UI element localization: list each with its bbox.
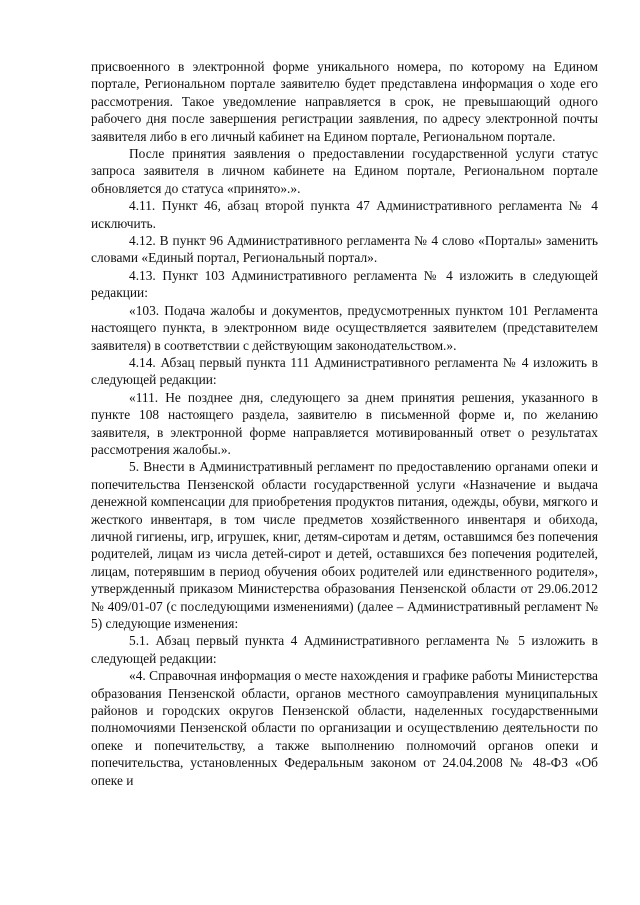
paragraph-item-4: «4. Справочная информация о месте нахождения и графике работы Министерства образования Пензенской области, органов местного самоуправления муниципальных районов и городских округов Пензенской области, наделенных государственными полномочиями Пензенской области по организации и осуществлению деятельности по опеке и попечительству, а также выполнению полномочий органов опеки и попечительства, установленных Федеральным законом от 24.04.2008 № 48-ФЗ «Об опеке и (91, 668, 598, 788)
paragraph-5-1: 5.1. Абзац первый пункта 4 Административного регламента № 5 изложить в следующей редакции: (91, 633, 598, 666)
paragraph-item-103: «103. Подача жалобы и документов, предусмотренных пунктом 101 Регламента настоящего пункта, в электронном виде осуществляется заявителем (представителем заявителя) в соответствии с действующим законодательством.». (91, 302, 598, 353)
paragraph-4-11: 4.11. Пункт 46, абзац второй пункта 47 Административного регламента № 4 исключить. (91, 198, 598, 231)
paragraph-4-14: 4.14. Абзац первый пункта 111 Административного регламента № 4 изложить в следующей редакции: (91, 354, 598, 388)
paragraph-registration-notice: присвоенного в электронной форме уникального номера, по которому на Едином портале, Региональном портале заявителю будет представлена информация о ходе его рассмотрения. Такое уведомление направляется в срок, не превышающий одного рабочего дня после завершения регистрации заявления, по адресу электронной почты заявителя либо в его личный кабинет на Едином портале, Региональном портале. (91, 59, 598, 144)
paragraph-status-accepted: После принятия заявления о предоставлении государственной услуги статус запроса заявителя в личном кабинете на Едином портале, Региональном портале обновляется до статуса «принято».». (91, 146, 598, 196)
document-page (91, 58, 598, 789)
paragraph-item-111: «111. Не позднее дня, следующего за днем принятия решения, указанного в пункте 108 настоящего раздела, заявителю в письменной форме и, по желанию заявителя, в электронной форме направляется мотивированный ответ о результатах рассмотрения жалобы.». (91, 389, 598, 457)
paragraph-5: 5. Внести в Административный регламент по предоставлению органами опеки и попечительства Пензенской области государственной услуги «Назначение и выдача денежной компенсации для приобретения продуктов питания, одежды, обуви, мягкого и жесткого инвентаря, в том числе предметов хозяйственного инвентаря и обихода, личной гигиены, игр, игрушек, книг, детям-сиротам и детям, оставшимся без попечения родителей, лицам из числа детей-сирот и детей, оставшихся без попечения родителей, лицам, потерявшим в период обучения обоих родителей или единственного родителя», утвержденный приказом Министерства образования Пензенской области от 29.06.2012 № 409/01-07 (с последующими изменениями) (далее – Административный регламент № 5) следующие изменения: (91, 459, 598, 631)
paragraph-4-12: 4.12. В пункт 96 Административного регламента № 4 слово «Порталы» заменить словами «Единый портал, Региональный портал». (91, 233, 598, 266)
paragraph-4-13: 4.13. Пункт 103 Административного регламента № 4 изложить в следующей редакции: (91, 267, 598, 301)
